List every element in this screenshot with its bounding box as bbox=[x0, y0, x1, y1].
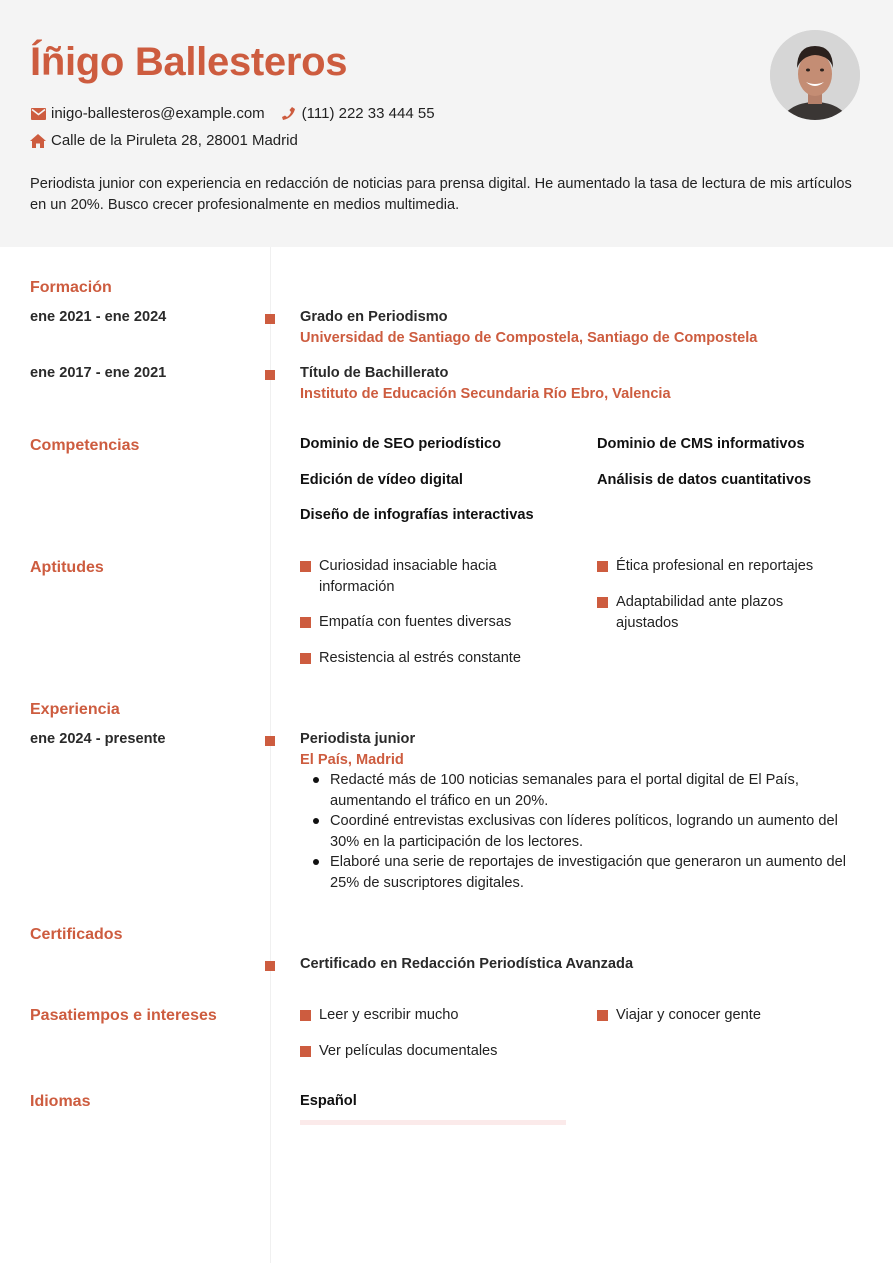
bullet-dot-icon bbox=[313, 818, 319, 824]
skill-item: Análisis de datos cuantitativos bbox=[597, 472, 812, 488]
square-bullet-icon bbox=[597, 1010, 608, 1021]
email-contact bbox=[30, 105, 265, 122]
profile-summary: Periodista junior con experiencia en redacción de noticias para prensa digital. He aumentado la tasa de lectura de mis artículos en un 20%. Busco crecer profesionalmente en medios multimedia. bbox=[30, 176, 852, 213]
section-title-aptitudes: Aptitudes bbox=[30, 559, 104, 576]
skill-item: Dominio de SEO periodístico bbox=[300, 436, 502, 452]
skill-item: Edición de vídeo digital bbox=[300, 472, 463, 488]
experience-achievements-list bbox=[330, 770, 870, 893]
language-level-bar bbox=[300, 1120, 566, 1125]
achievement-item: Coordiné entrevistas exclusivas con líderes políticos, logrando un aumento del 30% en la participación de los lectores. bbox=[330, 811, 870, 852]
aptitude-item: Empatía con fuentes diversas bbox=[300, 612, 570, 633]
education-institution: Universidad de Santiago de Compostela, Santiago de Compostela bbox=[300, 330, 758, 346]
hobby-item: Leer y escribir mucho bbox=[300, 1005, 570, 1026]
timeline-marker-icon bbox=[265, 736, 275, 746]
education-degree: Grado en Periodismo bbox=[300, 309, 448, 325]
section-title-languages: Idiomas bbox=[30, 1093, 91, 1110]
skill-item: Diseño de infografías interactivas bbox=[300, 507, 534, 523]
experience-dates: ene 2024 - presente bbox=[30, 731, 166, 747]
section-title-experience: Experiencia bbox=[30, 701, 120, 718]
resume-header bbox=[0, 0, 893, 247]
section-title-skills: Competencias bbox=[30, 437, 140, 454]
timeline-marker-icon bbox=[265, 961, 275, 971]
section-title-education: Formación bbox=[30, 279, 112, 296]
education-dates: ene 2017 - ene 2021 bbox=[30, 365, 167, 381]
square-bullet-icon bbox=[300, 653, 311, 664]
bullet-dot-icon bbox=[313, 859, 319, 865]
job-title: Periodista junior bbox=[300, 731, 416, 747]
column-divider bbox=[270, 247, 271, 1263]
avatar-portrait-icon bbox=[770, 30, 860, 120]
home-icon bbox=[30, 133, 46, 149]
achievement-item: Redacté más de 100 noticias semanales para el portal digital de El País, aumentando el tráfico en un 20%. bbox=[330, 770, 870, 811]
achievement-item: Elaboré una serie de reportajes de investigación que generaron un aumento del 25% de suscriptores digitales. bbox=[330, 852, 870, 893]
phone-icon bbox=[281, 106, 297, 122]
timeline-marker-icon bbox=[265, 314, 275, 324]
envelope-icon bbox=[30, 106, 46, 122]
hobby-item: Ver películas documentales bbox=[300, 1041, 570, 1062]
section-title-certificates: Certificados bbox=[30, 926, 123, 943]
language-name: Español bbox=[300, 1093, 357, 1109]
square-bullet-icon bbox=[300, 1046, 311, 1057]
square-bullet-icon bbox=[300, 561, 311, 572]
phone-text[interactable]: (111) 222 33 444 55 bbox=[301, 105, 435, 122]
aptitude-item: Adaptabilidad ante plazos ajustados bbox=[597, 592, 837, 634]
square-bullet-icon bbox=[300, 1010, 311, 1021]
education-institution: Instituto de Educación Secundaria Río Ebro, Valencia bbox=[300, 386, 671, 402]
hobby-item: Viajar y conocer gente bbox=[597, 1005, 867, 1026]
bullet-dot-icon bbox=[313, 777, 319, 783]
candidate-name: Íñigo Ballesteros bbox=[30, 40, 348, 84]
education-dates: ene 2021 - ene 2024 bbox=[30, 309, 167, 325]
contact-row-address bbox=[30, 132, 314, 149]
email-text[interactable]: inigo-ballesteros@example.com bbox=[51, 105, 265, 122]
square-bullet-icon bbox=[597, 561, 608, 572]
timeline-marker-icon bbox=[265, 370, 275, 380]
contact-row-primary bbox=[30, 105, 451, 122]
aptitude-item: Ética profesional en reportajes bbox=[597, 556, 867, 577]
address-text: Calle de la Piruleta 28, 28001 Madrid bbox=[51, 132, 298, 149]
skill-item: Dominio de CMS informativos bbox=[597, 436, 805, 452]
aptitude-item: Resistencia al estrés constante bbox=[300, 648, 580, 669]
job-company: El País, Madrid bbox=[300, 752, 404, 768]
profile-photo bbox=[770, 30, 860, 120]
section-title-hobbies: Pasatiempos e intereses bbox=[30, 1007, 217, 1024]
square-bullet-icon bbox=[597, 597, 608, 608]
education-degree: Título de Bachillerato bbox=[300, 365, 449, 381]
aptitude-item: Curiosidad insaciable hacia información bbox=[300, 556, 560, 598]
address-contact bbox=[30, 132, 298, 149]
square-bullet-icon bbox=[300, 617, 311, 628]
phone-contact bbox=[281, 105, 435, 122]
certificate-item: Certificado en Redacción Periodística Avanzada bbox=[300, 956, 634, 972]
